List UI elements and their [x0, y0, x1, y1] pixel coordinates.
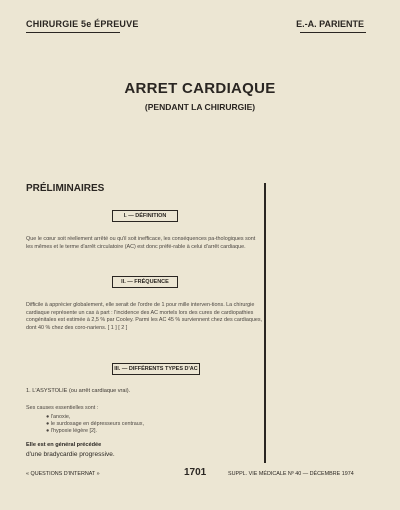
column-divider: [264, 183, 266, 463]
box-definition: I. — DÉFINITION: [112, 210, 178, 222]
paragraph-definition: Que le cœur soit réellement arrêté ou qu'il soit inefficace, les conséquences pa-thologiques sont les mêmes et le terme d'arrêt circulatoire (AC) est donc préfé-rable à celui d'arrêt cardiaque.: [26, 236, 256, 250]
footer-series: « QUESTIONS D'INTERNAT »: [26, 471, 100, 477]
header-subject: CHIRURGIE 5e ÉPREUVE: [26, 19, 139, 29]
header-rule-right: [300, 32, 366, 33]
box-types: III. — DIFFÉRENTS TYPES D'AC: [112, 363, 200, 375]
paragraph-frequence: Difficile à apprécier globalement, elle serait de l'ordre de 1 pour mille interven-tions. La chirurgie cardiaque représente un cas à part : l'incidence des AC mortels lors des cures de cardiopathies congénitales est estimée à 2,5 % par Cooley. Parmi les AC 45 % surviennent chez des cardiaques, dont 40 % chez des coro-nariens. [ 1 ] [ 2 ]: [26, 302, 263, 331]
page-number: 1701: [184, 467, 207, 478]
types-bullet: ● l'hypoxie légère [2].: [46, 428, 98, 434]
types-last-line: d'une bradycardie progressive.: [26, 451, 115, 458]
types-subheading: 1. L'ASYSTOLIE (ou arrêt cardiaque vrai).: [26, 388, 131, 394]
types-bullet: ● l'anoxie,: [46, 414, 71, 420]
box-frequence: II. — FRÉQUENCE: [112, 276, 178, 288]
types-bullet: ● le surdosage en dépresseurs centraux,: [46, 421, 144, 427]
section-heading: PRÉLIMINAIRES: [26, 183, 105, 194]
header-rule-left: [26, 32, 120, 33]
types-bold-line: Elle est en général précédée: [26, 442, 102, 448]
footer-publication: SUPPL. VIE MÉDICALE Nº 40 — DÉCEMBRE 1974: [228, 471, 354, 477]
types-intro: Ses causes essentielles sont :: [26, 405, 99, 411]
document-subtitle: (PENDANT LA CHIRURGIE): [144, 102, 256, 112]
header-author: E.-A. PARIENTE: [296, 19, 364, 29]
document-title: ARRET CARDIAQUE: [124, 80, 276, 97]
